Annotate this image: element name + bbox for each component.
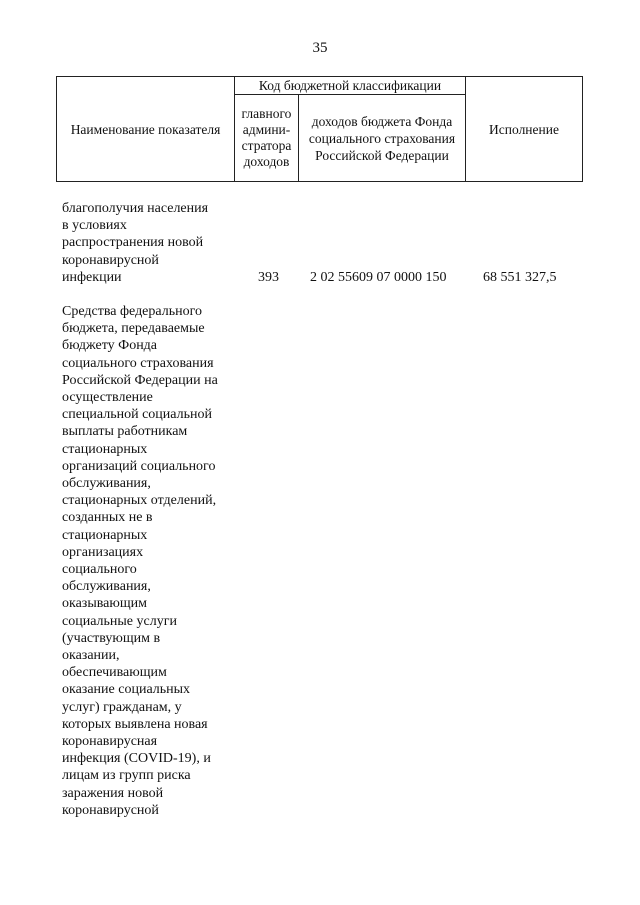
row-indicator-name: благополучия населения в условиях распространения новой коронавирусной инфекции bbox=[62, 201, 209, 285]
header-execution-column: Исполнение bbox=[465, 77, 582, 181]
table-header bbox=[56, 76, 583, 182]
header-budget-code-group: Код бюджетной классификации bbox=[235, 77, 465, 95]
header-name-column: Наименование показателя bbox=[57, 77, 235, 181]
header-admin-code-column: главного админи-стратора доходов bbox=[235, 95, 299, 181]
row-indicator-name: Средства федерального бюджета, передаваемые бюджету Фонда социального страхования Российской Федерации на осуществление специальной социальной выплаты работникам стационарных организаций социального обслуживания, стационарных отделений, созданных не в стационарных организациях социального обслуживания, оказывающим социальные услуги (участвующим в оказании, обеспечивающим оказание социальных услуг) гражданам, у которых выявлена новая коронавирусная инфекция (COVID-19), и лицам из групп риска заражения новой коронавирусной bbox=[62, 304, 218, 818]
row-execution-value: 68 551 327,5 bbox=[483, 270, 557, 285]
row-admin-code: 393 bbox=[258, 270, 279, 285]
row-income-code: 2 02 55609 07 0000 150 bbox=[310, 270, 447, 285]
header-income-code-column: доходов бюджета Фонда социального страхования Российской Федерации bbox=[308, 113, 456, 163]
page-number: 35 bbox=[312, 40, 328, 56]
